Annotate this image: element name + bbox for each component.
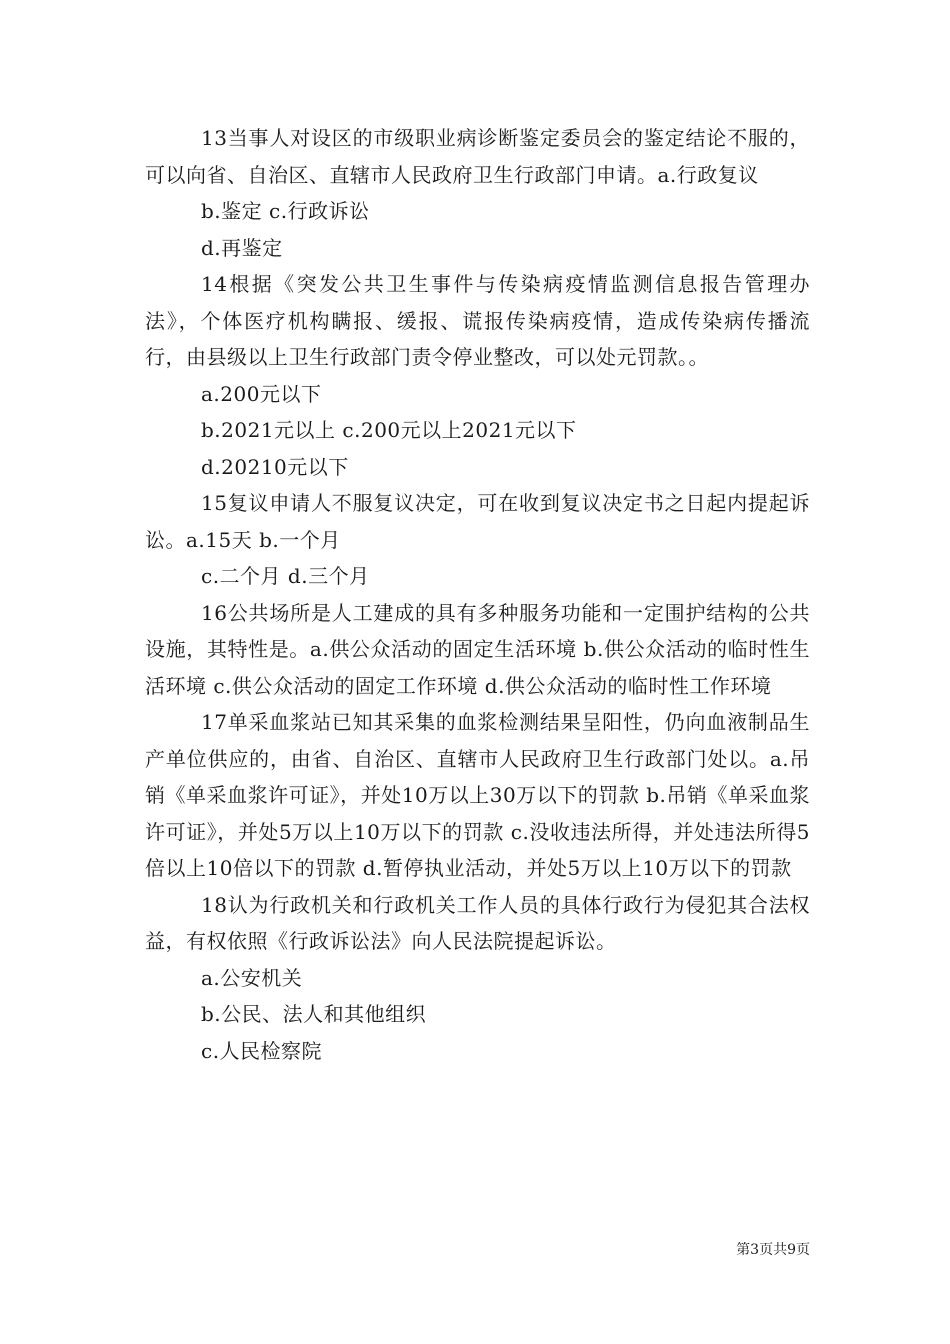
question-16: 16公共场所是人工建成的具有多种服务功能和一定围护结构的公共设施，其特性是。a.供公众活动的固定生活环境 b.供公众活动的临时性生活环境 c.供公众活动的固定工作环境 d.供公众活动的临时性工作环境 [145, 600, 810, 698]
question-15-option-cd: c.二个月 d.三个月 [201, 564, 370, 588]
question-13-option-d: d.再鉴定 [201, 235, 283, 260]
question-17: 17单采血浆站已知其采集的血浆检测结果呈阳性，仍向血液制品生产单位供应的，由省、自治区、直辖市人民政府卫生行政部门处以。a.吊销《单采血浆许可证》，并处10万以上30万以下的罚款 b.吊销《单采血浆许可证》，并处5万以上10万以下的罚款 c.没收违法所得，并处违法所得5倍以上10倍以下的罚款 d.暂停执业活动，并处5万以上10万以下的罚款 [145, 710, 810, 880]
question-13: 13当事人对设区的市级职业病诊断鉴定委员会的鉴定结论不服的，可以向省、自治区、直辖市人民政府卫生行政部门申请。a.行政复议 [145, 126, 810, 187]
question-14: 14根据《突发公共卫生事件与传染病疫情监测信息报告管理办法》，个体医疗机构瞒报、缓报、谎报传染病疫情，造成传染病传播流行，由县级以上卫生行政部门责令停业整改，可以处元罚款。。 [145, 272, 810, 369]
question-18-option-c: c.人民检察院 [201, 1038, 323, 1063]
question-14-option-a: a.200元以下 [201, 381, 322, 406]
question-18-option-a: a.公安机关 [201, 965, 303, 990]
question-14-option-bc: b.2021元以上 c.200元以上2021元以下 [201, 418, 577, 442]
page-number: 第3页共9页 [736, 1242, 810, 1258]
question-15: 15复议申请人不服复议决定，可在收到复议决定书之日起内提起诉讼。a.15天 b.一个月 [145, 491, 810, 552]
question-13-option-bc: b.鉴定 c.行政诉讼 [201, 199, 370, 223]
question-18-option-b: b.公民、法人和其他组织 [201, 1002, 427, 1026]
question-14-option-d: d.20210元以下 [201, 454, 349, 479]
document-body [145, 120, 810, 1069]
question-18: 18认为行政机关和行政机关工作人员的具体行政行为侵犯其合法权益，有权依照《行政诉讼法》向人民法院提起诉讼。 [145, 892, 810, 953]
